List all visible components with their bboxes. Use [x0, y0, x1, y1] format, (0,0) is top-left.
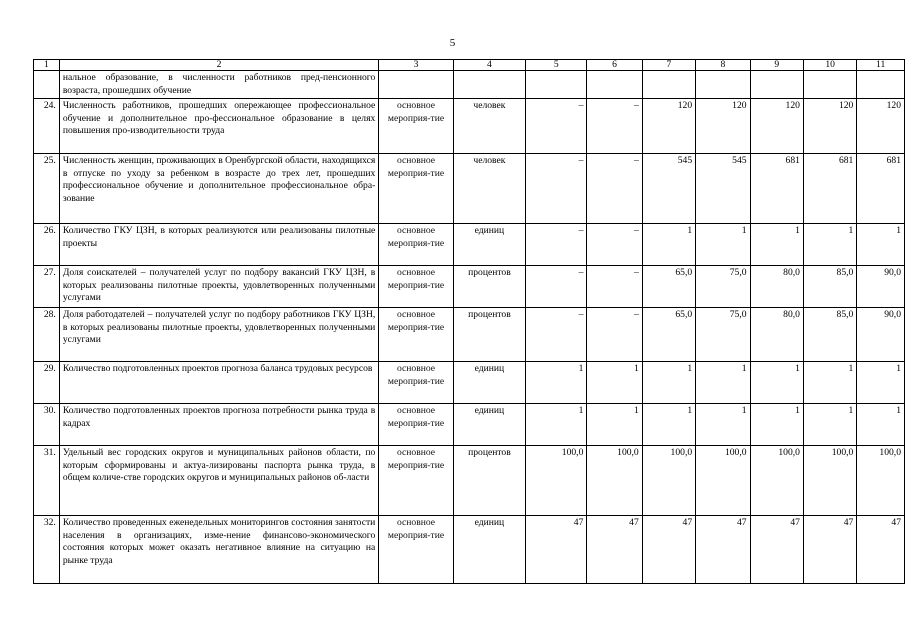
table-row — [34, 516, 905, 584]
value-cell: 100,0 — [642, 446, 695, 516]
table-row — [34, 154, 905, 224]
row-number: 26. — [34, 224, 60, 266]
column-header: 4 — [453, 60, 525, 71]
value-cell: 1 — [587, 404, 642, 446]
page-number: 5 — [449, 37, 456, 49]
value-cell: 85,0 — [803, 266, 856, 308]
unit-of-measure: процентов — [453, 266, 525, 308]
unit-of-measure: человек — [453, 154, 525, 224]
value-cell — [696, 71, 750, 99]
value-cell: 681 — [857, 154, 905, 224]
value-cell: 120 — [857, 99, 905, 154]
value-cell: 47 — [750, 516, 803, 584]
value-cell: – — [526, 266, 587, 308]
indicators-table — [33, 59, 905, 584]
row-number: 27. — [34, 266, 60, 308]
event-type: основное мероприя-тие — [379, 404, 453, 446]
value-cell: 47 — [803, 516, 856, 584]
value-cell: 1 — [526, 404, 587, 446]
unit-of-measure: единиц — [453, 404, 525, 446]
unit-of-measure: процентов — [453, 446, 525, 516]
indicator-name: Количество подготовленных проектов прогноза баланса трудовых ресурсов — [59, 362, 378, 404]
value-cell: 65,0 — [642, 308, 695, 362]
column-header: 8 — [696, 60, 750, 71]
value-cell: 100,0 — [803, 446, 856, 516]
event-type: основное мероприя-тие — [379, 99, 453, 154]
table-row — [34, 99, 905, 154]
value-cell: 120 — [696, 99, 750, 154]
table-row — [34, 308, 905, 362]
row-number: 31. — [34, 446, 60, 516]
value-cell: 1 — [696, 404, 750, 446]
event-type: основное мероприя-тие — [379, 516, 453, 584]
column-header: 3 — [379, 60, 453, 71]
value-cell: – — [526, 99, 587, 154]
event-type: основное мероприя-тие — [379, 154, 453, 224]
value-cell — [750, 71, 803, 99]
value-cell: 100,0 — [696, 446, 750, 516]
value-cell — [803, 71, 856, 99]
unit-of-measure: процентов — [453, 308, 525, 362]
table-body — [34, 71, 905, 584]
value-cell: 1 — [750, 362, 803, 404]
indicator-name: Доля работодателей – получателей услуг по подбору работников ГКУ ЦЗН, в которых реализованы пилотные проекты, удовлетворенных полученными услугами — [59, 308, 378, 362]
row-number: 29. — [34, 362, 60, 404]
row-number — [34, 71, 60, 99]
value-cell: 90,0 — [857, 266, 905, 308]
value-cell: 1 — [526, 362, 587, 404]
value-cell: 47 — [857, 516, 905, 584]
indicator-name: Количество ГКУ ЦЗН, в которых реализуются или реализованы пилотные проекты — [59, 224, 378, 266]
value-cell: 90,0 — [857, 308, 905, 362]
value-cell: – — [526, 308, 587, 362]
value-cell: 80,0 — [750, 308, 803, 362]
value-cell: 1 — [587, 362, 642, 404]
row-number: 24. — [34, 99, 60, 154]
value-cell: – — [587, 224, 642, 266]
column-header: 2 — [59, 60, 378, 71]
value-cell — [587, 71, 642, 99]
table-row — [34, 404, 905, 446]
value-cell: 681 — [803, 154, 856, 224]
value-cell: – — [587, 308, 642, 362]
event-type: основное мероприя-тие — [379, 224, 453, 266]
unit-of-measure — [453, 71, 525, 99]
table-row — [34, 224, 905, 266]
value-cell: 85,0 — [803, 308, 856, 362]
indicator-name: Количество подготовленных проектов прогноза потребности рынка труда в кадрах — [59, 404, 378, 446]
value-cell: 1 — [857, 362, 905, 404]
value-cell: 1 — [696, 224, 750, 266]
value-cell: 75,0 — [696, 266, 750, 308]
column-header: 7 — [642, 60, 695, 71]
unit-of-measure: единиц — [453, 516, 525, 584]
value-cell: 1 — [803, 224, 856, 266]
row-number: 28. — [34, 308, 60, 362]
value-cell: 545 — [642, 154, 695, 224]
unit-of-measure: человек — [453, 99, 525, 154]
value-cell: 1 — [642, 362, 695, 404]
value-cell: 1 — [803, 362, 856, 404]
value-cell: 1 — [857, 404, 905, 446]
event-type — [379, 71, 453, 99]
column-header: 5 — [526, 60, 587, 71]
indicator-name: Доля соискателей – получателей услуг по подбору вакансий ГКУ ЦЗН, в которых реализованы пилотные проекты, удовлетворенных полученными услугами — [59, 266, 378, 308]
value-cell: – — [587, 99, 642, 154]
row-number: 25. — [34, 154, 60, 224]
column-header: 11 — [857, 60, 905, 71]
value-cell: 47 — [642, 516, 695, 584]
value-cell: 1 — [857, 224, 905, 266]
column-header: 9 — [750, 60, 803, 71]
value-cell: 47 — [587, 516, 642, 584]
table-row — [34, 266, 905, 308]
indicator-name: Численность работников, прошедших опережающее профессиональное обучение и дополнительное про-фессиональное образование в целях повышения про-изводительности труда — [59, 99, 378, 154]
column-header: 1 — [34, 60, 60, 71]
value-cell: 100,0 — [750, 446, 803, 516]
event-type: основное мероприя-тие — [379, 446, 453, 516]
value-cell: 47 — [696, 516, 750, 584]
value-cell: 120 — [642, 99, 695, 154]
value-cell: – — [526, 224, 587, 266]
value-cell: 80,0 — [750, 266, 803, 308]
indicator-name: нальное образование, в численности работников пред-пенсионного возраста, прошедших обучение — [59, 71, 378, 99]
column-header: 6 — [587, 60, 642, 71]
value-cell: 100,0 — [857, 446, 905, 516]
value-cell: 120 — [803, 99, 856, 154]
value-cell: 1 — [803, 404, 856, 446]
row-number: 30. — [34, 404, 60, 446]
value-cell: 1 — [750, 224, 803, 266]
value-cell: – — [587, 154, 642, 224]
row-number: 32. — [34, 516, 60, 584]
value-cell: 1 — [750, 404, 803, 446]
value-cell: 681 — [750, 154, 803, 224]
column-header: 10 — [803, 60, 856, 71]
indicator-name: Удельный вес городских округов и муниципальных районов области, по которым сформированы и актуа-лизированы паспорта рынка труда, в общем количе-стве городских округов и муниципальных районов об-ласти — [59, 446, 378, 516]
indicator-name: Количество проведенных еженедельных мониторингов состояния занятости населения в организациях, изме-нение финансово-экономического состояния которых может оказать негативное влияние на ситуацию на рынке труда — [59, 516, 378, 584]
value-cell: 100,0 — [526, 446, 587, 516]
value-cell — [642, 71, 695, 99]
value-cell: 47 — [526, 516, 587, 584]
value-cell: – — [587, 266, 642, 308]
indicator-name: Численность женщин, проживающих в Оренбургской области, находящихся в отпуске по уходу за ребенком в возрасте до трех лет, прошедших профессиональное обучение и дополнительное профессиональное обра-зование — [59, 154, 378, 224]
table-row — [34, 446, 905, 516]
header-row — [34, 60, 905, 71]
event-type: основное мероприя-тие — [379, 362, 453, 404]
unit-of-measure: единиц — [453, 224, 525, 266]
value-cell — [526, 71, 587, 99]
table-row — [34, 71, 905, 99]
value-cell: 120 — [750, 99, 803, 154]
event-type: основное мероприя-тие — [379, 266, 453, 308]
table-row — [34, 362, 905, 404]
value-cell: 100,0 — [587, 446, 642, 516]
unit-of-measure: единиц — [453, 362, 525, 404]
value-cell: 1 — [642, 404, 695, 446]
value-cell: – — [526, 154, 587, 224]
value-cell: 1 — [642, 224, 695, 266]
value-cell: 545 — [696, 154, 750, 224]
value-cell — [857, 71, 905, 99]
value-cell: 75,0 — [696, 308, 750, 362]
value-cell: 65,0 — [642, 266, 695, 308]
event-type: основное мероприя-тие — [379, 308, 453, 362]
value-cell: 1 — [696, 362, 750, 404]
